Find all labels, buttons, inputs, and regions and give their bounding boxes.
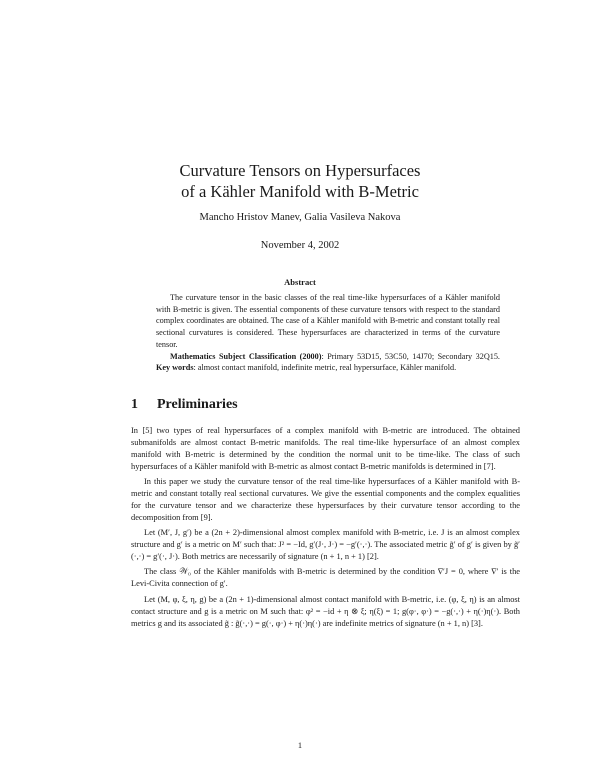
paragraph: The class 𝒲₀ of the Kähler manifolds with B-metric is determined by the condition ∇′J = 0, where ∇′ is the Levi-Civita connection of g′. [131, 567, 520, 589]
paragraph: In [5] two types of real hypersurfaces of a complex manifold with B-metric are introduced. The obtained submanifolds are almost contact B-metric manifolds. The real time-like hypersurface of an almost complex manifold with B-metric is determined by the condition the normal unit to be time-like. The class of such hypersurfaces of a Kähler manifold with B-metric as almost contact B-metric manifolds is determined in [7]. [131, 426, 520, 471]
msc-text: : Primary 53D15, 53C50, 14J70; Secondary 32Q15. [321, 351, 500, 361]
abstract-classification [156, 351, 500, 374]
section-title: Preliminaries [157, 397, 238, 412]
abstract-heading: Abstract [284, 277, 316, 287]
title-line-2: of a Kähler Manifold with B-Metric [181, 182, 419, 201]
msc-label: Mathematics Subject Classification (2000) [170, 351, 322, 361]
paper-title [0, 160, 600, 202]
abstract-text: The curvature tensor in the basic classes of the real time-like hypersurfaces of a Kähler manifold with B-metric is given. The essential components of these curvature tensors with respect to the standard complex coordinates are obtained. The case of a Kähler manifold with B-metric and constant totally real sectional curvatures is considered. These hypersurfaces are characterized in terms of the curvature tensor. [156, 293, 500, 349]
title-line-1: Curvature Tensors on Hypersurfaces [179, 161, 421, 180]
abstract [156, 292, 500, 374]
paragraph: Let (M′, J, g′) be a (2n + 2)-dimensional almost complex manifold with B-metric, i.e. J is an almost complex structure and g′ is a metric on M′ such that: J² = −Id, g′(J·, J·) = −g′(·,·). The associated metric g̃′ of g′ is given by g̃′(·,·) = g′(·, J·). Both metrics are necessarily of signature (n + 1, n + 1) [2]. [131, 528, 520, 562]
keywords-text: : almost contact manifold, indefinite metric, real hypersurface, Kähler manifold. [193, 363, 457, 373]
section-heading [131, 397, 238, 413]
page-number: 1 [297, 741, 303, 750]
authors: Mancho Hristov Manev, Galia Vasileva Nakova [199, 212, 401, 223]
paragraph: In this paper we study the curvature tensor of the real time-like hypersurfaces of a Kähler manifold with B-metric and constant totally real sectional curvatures. We give the essential components and the complex equalities for the curvature tensor and we characterize these hypersurfaces by their curvature tensor according to the decomposition from [9]. [131, 477, 520, 522]
paragraph: Let (M, φ, ξ, η, g) be a (2n + 1)-dimensional almost contact manifold with B-metric, i.e. (φ, ξ, η) is an almost contact structure and g is a metric on M such that: φ² = −id + η ⊗ ξ; η(ξ) = 1; g(φ·, φ·) = −g(·,·) + η(·)η(·). Both metrics g and its associated g̃ : g̃(·,·) = g(·, φ·) + η(·)η(·) are indefinite metrics of signature (n + 1, n) [3]. [131, 594, 520, 628]
date: November 4, 2002 [260, 240, 340, 251]
body-text [131, 425, 520, 633]
section-number: 1 [131, 397, 138, 412]
keywords-label: Key words [156, 363, 194, 373]
